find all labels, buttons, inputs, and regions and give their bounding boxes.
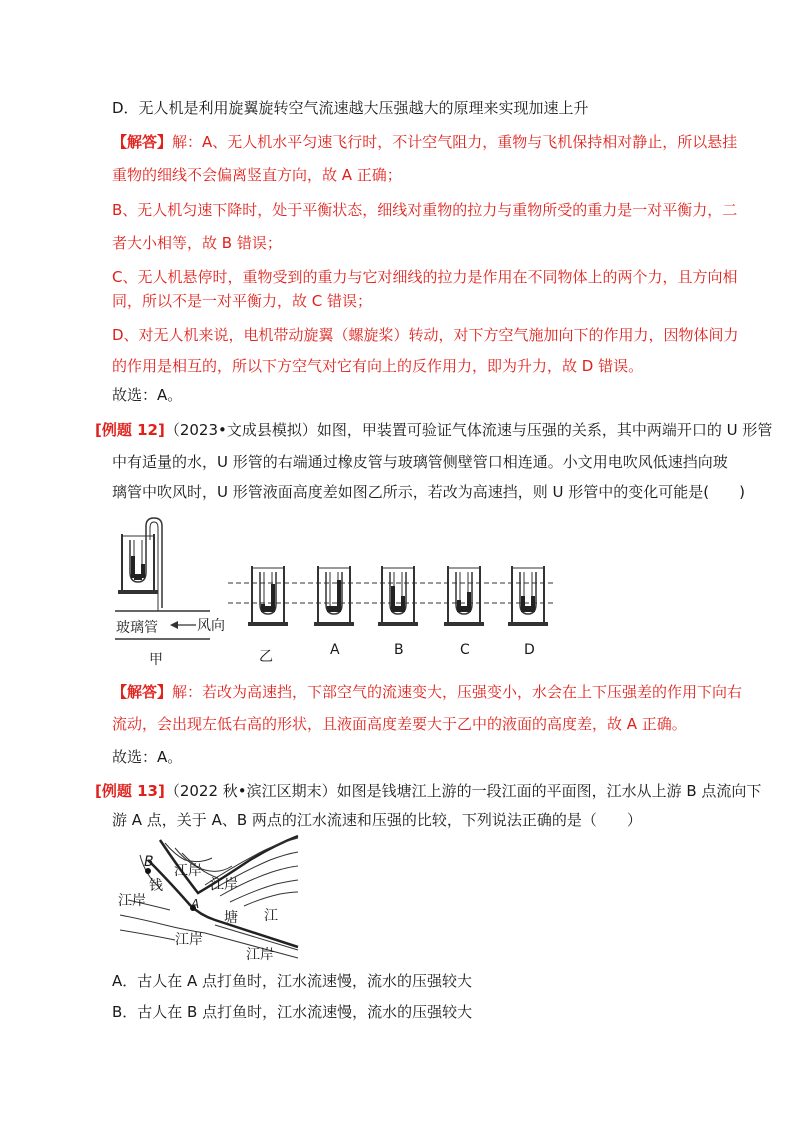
label-glass-tube: 玻璃管 bbox=[116, 620, 158, 636]
example-13-line-1: [例题 13]（2022 秋•滨江区期末）如图是钱塘江上游的一段江面的平面图，江水从上游 B 点流向下 bbox=[95, 782, 762, 800]
example-13-option-b: B．古人在 B 点打鱼时，江水流速慢，流水的压强较大 bbox=[112, 1003, 473, 1021]
answer2-line-2: 流动，会出现左低右高的形状，且液面高度差要大于乙中的液面的高度差，故 A 正确。 bbox=[112, 715, 687, 733]
example-12-line-1: [例题 12]（2023•文成县模拟）如图，甲装置可验证气体流速与压强的关系，其中两端开口的 U 形管 bbox=[95, 421, 773, 439]
map-bank-label-2: 江岸 bbox=[210, 877, 238, 893]
map-point-a: A bbox=[191, 897, 200, 911]
label-wind-direction: 风向 bbox=[197, 618, 225, 634]
answer-line-8: 的作用是相互的，所以下方空气对它有向上的反作用力，即为升力，故 D 错误。 bbox=[112, 357, 644, 375]
answer-line-2: 重物的细线不会偏离竖直方向，故 A 正确； bbox=[112, 166, 402, 184]
example-12-line-2: 中有适量的水，U 形管的右端通过橡皮管与玻璃管侧壁管口相连通。小文用电吹风低速挡向玻 bbox=[112, 453, 728, 471]
answer-tag: 【解答】 bbox=[112, 133, 173, 151]
map-bank-label-5: 江岸 bbox=[246, 947, 274, 963]
option-d-text: D．无人机是利用旋翼旋转空气流速越大压强越大的原理来实现加速上升 bbox=[112, 99, 589, 117]
answer-line-1: 【解答】解：A、无人机水平匀速飞行时，不计空气阻力，重物与飞机保持相对静止，所以悬挂 bbox=[112, 133, 738, 151]
example-13-line-2: 游 A 点，关于 A、B 两点的江水流速和压强的比较，下列说法正确的是（ ） bbox=[112, 811, 642, 829]
label-option-c: C bbox=[460, 642, 470, 658]
map-bank-label-1: 江岸 bbox=[174, 863, 202, 879]
map-bank-label-3: 江岸 bbox=[118, 893, 146, 909]
label-yi: 乙 bbox=[259, 649, 273, 665]
label-option-b: B bbox=[394, 642, 404, 658]
answer-choice: 故选：A。 bbox=[112, 386, 183, 404]
example-12-line-3: 璃管中吹风时，U 形管液面高度差如图乙所示，若改为高速挡，则 U 形管中的变化可能是( ) bbox=[112, 483, 745, 501]
answer2-line-1: 【解答】解：若改为高速挡，下部空气的流速变大，压强变小，水会在上下压强差的作用下向右 bbox=[112, 683, 743, 701]
answer-line-3: B、无人机匀速下降时，处于平衡状态，细线对重物的拉力与重物所受的重力是一对平衡力，二 bbox=[112, 201, 738, 219]
example-13-tag: [例题 13] bbox=[95, 782, 165, 800]
answer-line-5: C、无人机悬停时，重物受到的重力与它对细线的拉力是作用在不同物体上的两个力，且方向相 bbox=[112, 268, 738, 286]
answer2-tag: 【解答】 bbox=[112, 683, 173, 701]
map-river-char-jiang: 江 bbox=[264, 908, 278, 924]
map-point-b: B bbox=[144, 854, 154, 870]
label-option-a: A bbox=[330, 642, 340, 658]
map-bank-label-4: 江岸 bbox=[175, 932, 203, 948]
label-option-d: D bbox=[524, 642, 535, 658]
example-13-option-a: A．古人在 A 点打鱼时，江水流速慢，流水的压强较大 bbox=[112, 972, 473, 990]
map-river-char-tang: 塘 bbox=[224, 910, 238, 926]
answer-line-7: D、对无人机来说，电机带动旋翼（螺旋桨）转动，对下方空气施加向下的作用力，因物体间力 bbox=[112, 326, 739, 344]
map-river-char-qian: 钱 bbox=[149, 878, 163, 894]
label-jia: 甲 bbox=[149, 652, 163, 668]
answer2-choice: 故选：A。 bbox=[112, 748, 183, 766]
answer-line-4: 者大小相等，故 B 错误； bbox=[112, 234, 282, 252]
answer-line-6: 同，所以不是一对平衡力，故 C 错误； bbox=[112, 292, 373, 310]
example-12-tag: [例题 12] bbox=[95, 421, 165, 439]
